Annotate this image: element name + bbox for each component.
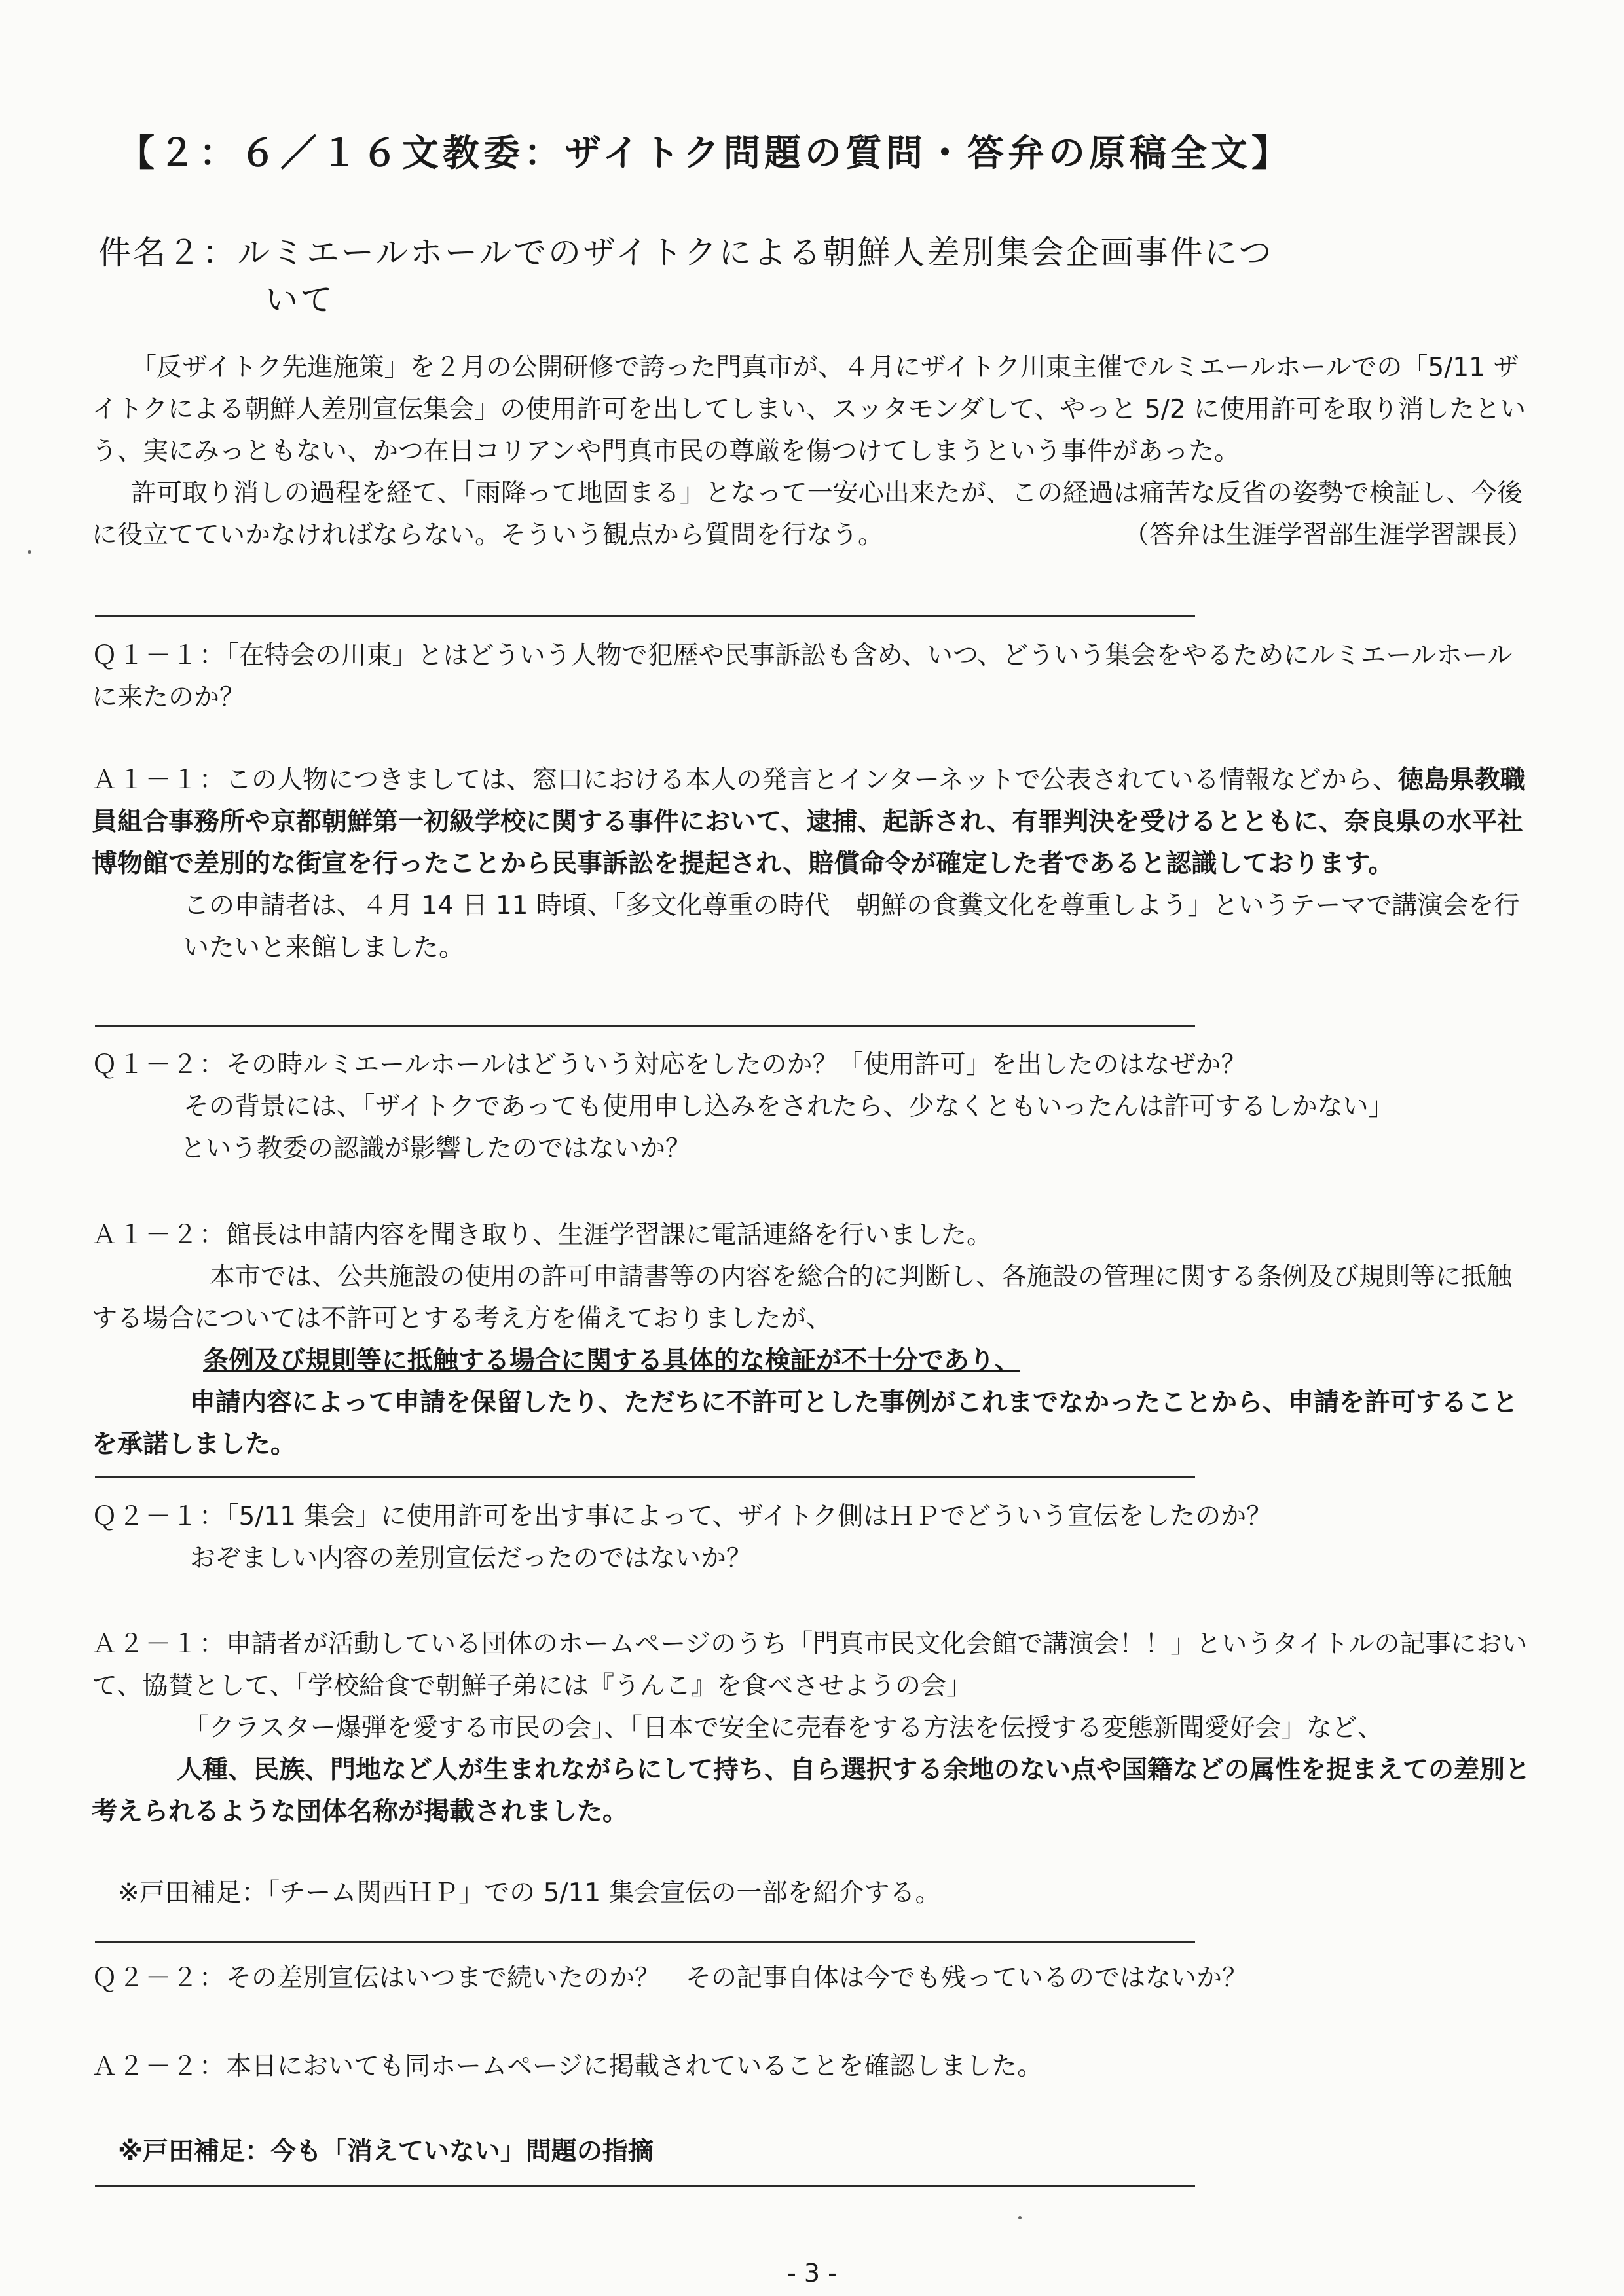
a1-2-underlined: [92, 1340, 1532, 1382]
scan-speck: [1018, 2216, 1022, 2219]
a1-2-section: [92, 1214, 1532, 1466]
divider: [95, 1476, 1195, 1478]
a1-1-label: Ａ１－１：: [92, 765, 227, 795]
document-title: 【２：６／１６文教委：ザイトク問題の質問・答弁の原稿全文】: [118, 132, 1292, 175]
q2-1-label: Ｑ２－１：: [92, 1502, 227, 1531]
q2-1-paragraph: [92, 1496, 1532, 1538]
q2-1-text: 「5/11 集会」に使用許可を出す事によって、ザイトク側はＨＰでどういう宣伝をしたのか？: [226, 1502, 1272, 1531]
a2-2-section: [92, 2046, 1532, 2088]
intro-section: [92, 347, 1532, 556]
q2-2-label: Ｑ２－２：: [92, 1963, 227, 1993]
q1-1-text: 「在特会の川東」とはどういう人物で犯歴や民事訴訟も含め、いつ、どういう集会をやるためにルミエールホールに来たのか？: [92, 641, 1513, 712]
q1-2-section: [92, 1044, 1532, 1170]
note-1: ※戸田補足：「チーム関西ＨＰ」での 5/11 集会宣伝の一部を紹介する。: [118, 1878, 941, 1908]
a1-2-paragraph: [92, 1214, 1532, 1256]
subject-heading: [98, 229, 1526, 323]
divider: [95, 1025, 1195, 1027]
scan-speck: [28, 550, 31, 554]
intro-paragraph-2-text: 許可取り消しの過程を経て、「雨降って地固まる」となって一安心出来たが、この経過は痛苦な反省の姿勢で検証し、今後に役立てていかなければならない。そういう観点から質問を行なう。: [92, 479, 1522, 550]
intro-answerer-note: （答弁は生涯学習部生涯学習課長）: [1123, 520, 1532, 550]
a2-2-text: 本日においても同ホームページに掲載されていることを確認しました。: [226, 2052, 1043, 2081]
a1-2-paragraph-2: 本市では、公共施設の使用の許可申請書等の内容を総合的に判断し、各施設の管理に関する条例及び規則等に抵触する場合については不許可とする考え方を備えておりましたが、: [92, 1262, 1513, 1334]
note-2: ※戸田補足：今も「消えていない」問題の指摘: [118, 2137, 654, 2166]
note-2-section: [92, 2131, 1559, 2173]
a2-1-line-2: 「クラスター爆弾を愛する市民の会」、「日本で安全に売春をする方法を伝授する変態新聞愛好会」など、: [183, 1713, 1383, 1743]
a1-1-section: [92, 759, 1532, 969]
intro-paragraph-2: [92, 473, 1532, 556]
note-1-section: [92, 1872, 1559, 1914]
a1-1-paragraph: [92, 759, 1532, 885]
a2-2-label: Ａ２－２：: [92, 2052, 227, 2081]
divider: [95, 1941, 1195, 1943]
a2-2-paragraph: [92, 2046, 1532, 2088]
a2-1-text: 申請者が活動している団体のホームページのうち「門真市民文化会館で講演会！！」というタイトルの記事において、協賛として、「学校給食で朝鮮子弟には『うんこ』を食べさせようの会」: [92, 1630, 1528, 1701]
divider: [95, 615, 1195, 617]
a1-1-paragraph-2: この申請者は、４月 14 日 11 時頃、「多文化尊重の時代 朝鮮の食糞文化を尊重しよう」というテーマで講演会を行いたいと来館しました。: [183, 891, 1520, 962]
a1-2-text: 館長は申請内容を聞き取り、生涯学習課に電話連絡を行いました。: [226, 1220, 993, 1250]
divider: [95, 2185, 1195, 2187]
q1-2-text: その時ルミエールホールはどういう対応をしたのか？「使用許可」を出したのはなぜか？: [226, 1050, 1247, 1080]
q2-1-section: [92, 1496, 1532, 1580]
q1-2-paragraph: [92, 1044, 1532, 1086]
q1-2-label: Ｑ１－２：: [92, 1050, 227, 1080]
q2-1-continuation: おぞましい内容の差別宣伝だったのではないか？: [190, 1544, 752, 1573]
q1-2-continuation-2: という教委の認識が影響したのではないか？: [180, 1134, 692, 1163]
page-number: - 3 -: [787, 2259, 837, 2287]
a1-2-label: Ａ１－２：: [92, 1220, 227, 1250]
q1-1-label: Ｑ１－１：: [92, 641, 227, 670]
a2-1-label: Ａ２－１：: [92, 1630, 227, 1659]
subject-line-2: いて: [265, 281, 335, 319]
subject-line-1: 件名２：ルミエールホールでのザイトクによる朝鮮人差別集会企画事件につ: [98, 234, 1274, 272]
q1-1-paragraph: [92, 635, 1532, 719]
q2-2-paragraph: [92, 1958, 1532, 1999]
q1-2-continuation-1: その背景には、「ザイトクであっても使用申し込みをされたら、少なくともいったんは許可するしかない」: [183, 1092, 1394, 1121]
q2-2-section: [92, 1958, 1532, 1999]
a2-1-bold-text: 人種、民族、門地など人が生まれながらにして持ち、自ら選択する余地のない点や国籍などの属性を捉まえての差別と考えられるような団体名称が掲載されました。: [92, 1755, 1531, 1827]
a2-1-section: [92, 1624, 1532, 1833]
q2-2-text: その差別宣伝はいつまで続いたのか？ その記事自体は今でも残っているのではないか？: [226, 1963, 1248, 1993]
a1-1-bold-text: 徳島県教職員組合事務所や京都朝鮮第一初級学校に関する事件において、逮捕、起訴され、有罪判決を受けるとともに、奈良県の水平社博物館で差別的な街宣を行ったことから民事訴訟を提起され、賠償命令が確定した者であると認識しております。: [92, 765, 1526, 879]
a1-2-bold-text: 申請内容によって申請を保留したり、ただちに不許可とした事例がこれまでなかったことから、申請を許可することを承諾しました。: [92, 1388, 1519, 1459]
a1-2-underlined-text: 条例及び規則等に抵触する場合に関する具体的な検証が不十分であり、: [203, 1346, 1021, 1376]
a2-1-paragraph: [92, 1624, 1532, 1707]
intro-paragraph-1: 「反ザイトク先進施策」を２月の公開研修で誇った門真市が、４月にザイトク川東主催でルミエールホールでの「5/11 ザイトクによる朝鮮人差別宣伝集会」の使用許可を出してしまい、スッタモンダして、やっと 5/2 に使用許可を取り消したという、実にみっともない、かつ在日コリアンや門真市民の尊厳を傷つけてしまうという事件があった。: [92, 353, 1526, 466]
a1-1-text: この人物につきましては、窓口における本人の発言とインターネットで公表されている情報などから、: [226, 765, 1398, 795]
q1-1-section: [92, 635, 1532, 719]
